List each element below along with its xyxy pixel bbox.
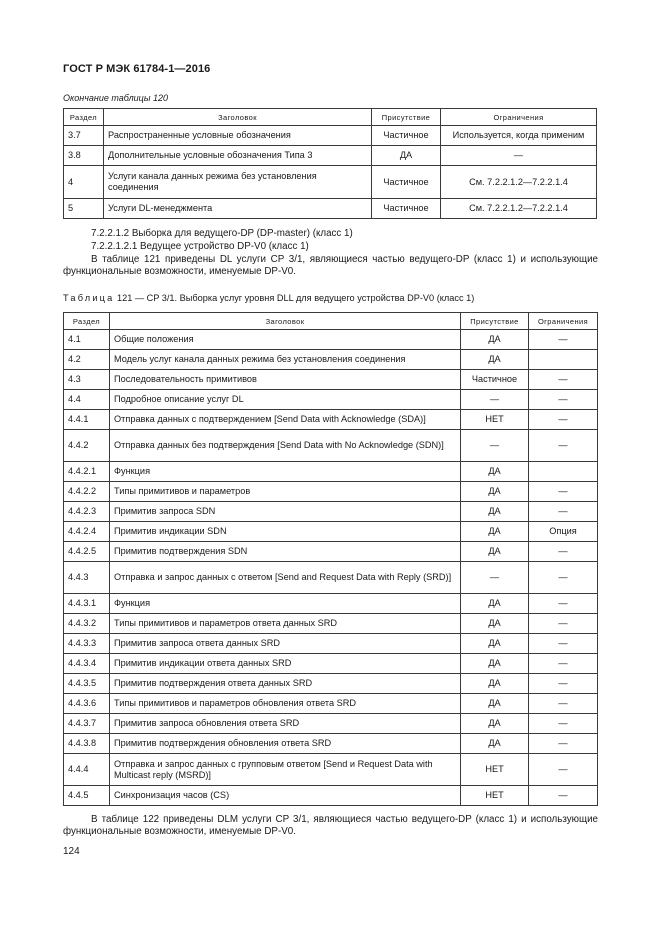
cell-constraints: — bbox=[529, 786, 598, 806]
cell-constraints: — bbox=[529, 694, 598, 714]
cell-presence: Частичное bbox=[372, 199, 441, 219]
table-row bbox=[64, 714, 598, 734]
cell-constraints: — bbox=[529, 714, 598, 734]
cell-section: 4.4.3 bbox=[64, 562, 110, 594]
cell-presence: ДА bbox=[461, 654, 529, 674]
table-row bbox=[64, 462, 598, 482]
table-row bbox=[64, 614, 598, 634]
cell-presence: ДА bbox=[461, 694, 529, 714]
cell-section: 4 bbox=[64, 166, 104, 199]
clause-7-2-2-1-2: 7.2.2.1.2 Выборка для ведущего-DP (DP-master) (класс 1) bbox=[91, 228, 353, 239]
cell-section: 4.4.2.1 bbox=[64, 462, 110, 482]
table-row bbox=[64, 390, 598, 410]
cell-title: Отправка и запрос данных с групповым ответом [Send и Request Data with Multicast reply (MSRD)] bbox=[110, 754, 461, 786]
table-121-header-presence: Присутствие bbox=[461, 313, 529, 330]
cell-section: 4.4.3.4 bbox=[64, 654, 110, 674]
cell-constraints: — bbox=[529, 370, 598, 390]
standard-header: ГОСТ Р МЭК 61784-1—2016 bbox=[63, 63, 211, 75]
table-120-caption: Окончание таблицы 120 bbox=[63, 93, 168, 103]
cell-constraints: — bbox=[441, 146, 597, 166]
cell-section: 4.4.3.5 bbox=[64, 674, 110, 694]
cell-title: Распространенные условные обозначения bbox=[104, 126, 372, 146]
table-121-caption-text: 121 — CP 3/1. Выборка услуг уровня DLL для ведущего устройства DP-V0 (класс 1) bbox=[117, 293, 475, 303]
cell-section: 4.2 bbox=[64, 350, 110, 370]
table-row bbox=[64, 562, 598, 594]
cell-title: Отправка данных с подтверждением [Send Data with Acknowledge (SDA)] bbox=[110, 410, 461, 430]
cell-section: 4.4.2.5 bbox=[64, 542, 110, 562]
cell-title: Модель услуг канала данных режима без установления соединения bbox=[110, 350, 461, 370]
table-121-header-constraints: Ограничения bbox=[529, 313, 598, 330]
cell-presence: ДА bbox=[461, 330, 529, 350]
table-row bbox=[64, 594, 598, 614]
table-row bbox=[64, 350, 598, 370]
cell-section: 4.4.3.7 bbox=[64, 714, 110, 734]
cell-section: 4.4.3.3 bbox=[64, 634, 110, 654]
cell-constraints: — bbox=[529, 502, 598, 522]
cell-section: 4.4.2.4 bbox=[64, 522, 110, 542]
cell-section: 4.4.3.8 bbox=[64, 734, 110, 754]
cell-constraints: — bbox=[529, 562, 598, 594]
page-number: 124 bbox=[63, 846, 80, 857]
cell-presence: НЕТ bbox=[461, 410, 529, 430]
table-row bbox=[64, 634, 598, 654]
table-121-caption-label: Таблица bbox=[63, 293, 115, 303]
table-121-header-title: Заголовок bbox=[110, 313, 461, 330]
cell-constraints: — bbox=[529, 430, 598, 462]
closing-paragraph: В таблице 122 приведены DLM услуги CP 3/1, являющиеся частью ведущего-DP (класс 1) и использующие функциональные возможности, именуемые DP-V0. bbox=[63, 814, 598, 838]
table-row bbox=[64, 734, 598, 754]
cell-presence: ДА bbox=[461, 614, 529, 634]
table-row bbox=[64, 542, 598, 562]
table-120 bbox=[63, 108, 597, 219]
cell-presence: ДА bbox=[372, 146, 441, 166]
table-row bbox=[64, 126, 597, 146]
cell-section: 3.7 bbox=[64, 126, 104, 146]
cell-constraints bbox=[529, 350, 598, 370]
cell-title: Примитив подтверждения обновления ответа SRD bbox=[110, 734, 461, 754]
table-row bbox=[64, 430, 598, 462]
table-row bbox=[64, 786, 598, 806]
cell-constraints: — bbox=[529, 410, 598, 430]
cell-presence: ДА bbox=[461, 542, 529, 562]
cell-presence: ДА bbox=[461, 522, 529, 542]
cell-constraints: Используется, когда применим bbox=[441, 126, 597, 146]
cell-title: Дополнительные условные обозначения Типа 3 bbox=[104, 146, 372, 166]
table-row bbox=[64, 754, 598, 786]
cell-title: Примитив подтверждения SDN bbox=[110, 542, 461, 562]
cell-title: Примитив запроса SDN bbox=[110, 502, 461, 522]
cell-constraints: — bbox=[529, 754, 598, 786]
cell-title: Примитив запроса ответа данных SRD bbox=[110, 634, 461, 654]
table-121-header-section: Раздел bbox=[64, 313, 110, 330]
cell-section: 4.4.3.2 bbox=[64, 614, 110, 634]
clause-7-2-2-1-2-1: 7.2.2.1.2.1 Ведущее устройство DP-V0 (класс 1) bbox=[91, 241, 309, 252]
cell-presence: ДА bbox=[461, 634, 529, 654]
cell-constraints: — bbox=[529, 542, 598, 562]
cell-constraints: — bbox=[529, 482, 598, 502]
cell-section: 4.1 bbox=[64, 330, 110, 350]
table-row bbox=[64, 482, 598, 502]
cell-constraints: См. 7.2.2.1.2—7.2.2.1.4 bbox=[441, 199, 597, 219]
cell-title: Примитив запроса обновления ответа SRD bbox=[110, 714, 461, 734]
table-120-header-title: Заголовок bbox=[104, 109, 372, 126]
cell-section: 4.4.3.6 bbox=[64, 694, 110, 714]
table-row bbox=[64, 410, 598, 430]
cell-title: Примитив подтверждения ответа данных SRD bbox=[110, 674, 461, 694]
cell-constraints: — bbox=[529, 390, 598, 410]
cell-title: Типы примитивов и параметров bbox=[110, 482, 461, 502]
cell-constraints: — bbox=[529, 594, 598, 614]
table-121-header-row bbox=[64, 313, 598, 330]
cell-presence: ДА bbox=[461, 714, 529, 734]
cell-section: 3.8 bbox=[64, 146, 104, 166]
table-row bbox=[64, 502, 598, 522]
cell-title: Синхронизация часов (CS) bbox=[110, 786, 461, 806]
cell-presence: НЕТ bbox=[461, 786, 529, 806]
table-row bbox=[64, 654, 598, 674]
table-row bbox=[64, 330, 598, 350]
cell-presence: ДА bbox=[461, 502, 529, 522]
cell-presence: — bbox=[461, 390, 529, 410]
cell-constraints: Опция bbox=[529, 522, 598, 542]
cell-title: Примитив индикации SDN bbox=[110, 522, 461, 542]
table-120-header-section: Раздел bbox=[64, 109, 104, 126]
cell-constraints: — bbox=[529, 734, 598, 754]
table-120-header-row bbox=[64, 109, 597, 126]
cell-section: 4.4.5 bbox=[64, 786, 110, 806]
cell-section: 4.4.2 bbox=[64, 430, 110, 462]
table-120-header-constraints: Ограничения bbox=[441, 109, 597, 126]
cell-title: Отправка данных без подтверждения [Send Data with No Acknowledge (SDN)] bbox=[110, 430, 461, 462]
cell-section: 4.4.1 bbox=[64, 410, 110, 430]
cell-presence: ДА bbox=[461, 734, 529, 754]
cell-section: 4.4.2.3 bbox=[64, 502, 110, 522]
cell-title: Услуги DL-менеджмента bbox=[104, 199, 372, 219]
cell-presence: ДА bbox=[461, 674, 529, 694]
cell-title: Типы примитивов и параметров ответа данных SRD bbox=[110, 614, 461, 634]
cell-title: Подробное описание услуг DL bbox=[110, 390, 461, 410]
cell-constraints: См. 7.2.2.1.2—7.2.2.1.4 bbox=[441, 166, 597, 199]
table-row bbox=[64, 370, 598, 390]
table-121-caption bbox=[63, 293, 474, 303]
cell-presence: ДА bbox=[461, 594, 529, 614]
cell-constraints: — bbox=[529, 634, 598, 654]
cell-title: Функция bbox=[110, 462, 461, 482]
cell-title: Последовательность примитивов bbox=[110, 370, 461, 390]
table-121 bbox=[63, 312, 598, 806]
cell-section: 4.4.3.1 bbox=[64, 594, 110, 614]
cell-title: Отправка и запрос данных с ответом [Send and Request Data with Reply (SRD)] bbox=[110, 562, 461, 594]
table-120-header-presence: Присутствие bbox=[372, 109, 441, 126]
cell-presence: ДА bbox=[461, 350, 529, 370]
cell-title: Услуги канала данных режима без установления соединения bbox=[104, 166, 372, 199]
cell-section: 4.4.4 bbox=[64, 754, 110, 786]
table-row bbox=[64, 522, 598, 542]
cell-section: 4.3 bbox=[64, 370, 110, 390]
table-row bbox=[64, 694, 598, 714]
cell-constraints: — bbox=[529, 330, 598, 350]
cell-title: Функция bbox=[110, 594, 461, 614]
cell-constraints: — bbox=[529, 654, 598, 674]
cell-constraints: — bbox=[529, 674, 598, 694]
table-row bbox=[64, 166, 597, 199]
table-row bbox=[64, 199, 597, 219]
cell-presence: Частичное bbox=[372, 166, 441, 199]
cell-constraints: — bbox=[529, 614, 598, 634]
cell-section: 4.4 bbox=[64, 390, 110, 410]
cell-presence: Частичное bbox=[461, 370, 529, 390]
cell-presence: Частичное bbox=[372, 126, 441, 146]
cell-section: 5 bbox=[64, 199, 104, 219]
cell-presence: НЕТ bbox=[461, 754, 529, 786]
cell-presence: ДА bbox=[461, 482, 529, 502]
table-row bbox=[64, 674, 598, 694]
cell-title: Примитив индикации ответа данных SRD bbox=[110, 654, 461, 674]
cell-presence: ДА bbox=[461, 462, 529, 482]
cell-constraints bbox=[529, 462, 598, 482]
cell-presence: — bbox=[461, 430, 529, 462]
table-row bbox=[64, 146, 597, 166]
cell-section: 4.4.2.2 bbox=[64, 482, 110, 502]
cell-presence: — bbox=[461, 562, 529, 594]
cell-title: Типы примитивов и параметров обновления ответа SRD bbox=[110, 694, 461, 714]
cell-title: Общие положения bbox=[110, 330, 461, 350]
intro-paragraph: В таблице 121 приведены DL услуги CP 3/1, являющиеся частью ведущего-DP (класс 1) и использующие функциональные возможности, именуемые DP-V0. bbox=[63, 254, 598, 278]
